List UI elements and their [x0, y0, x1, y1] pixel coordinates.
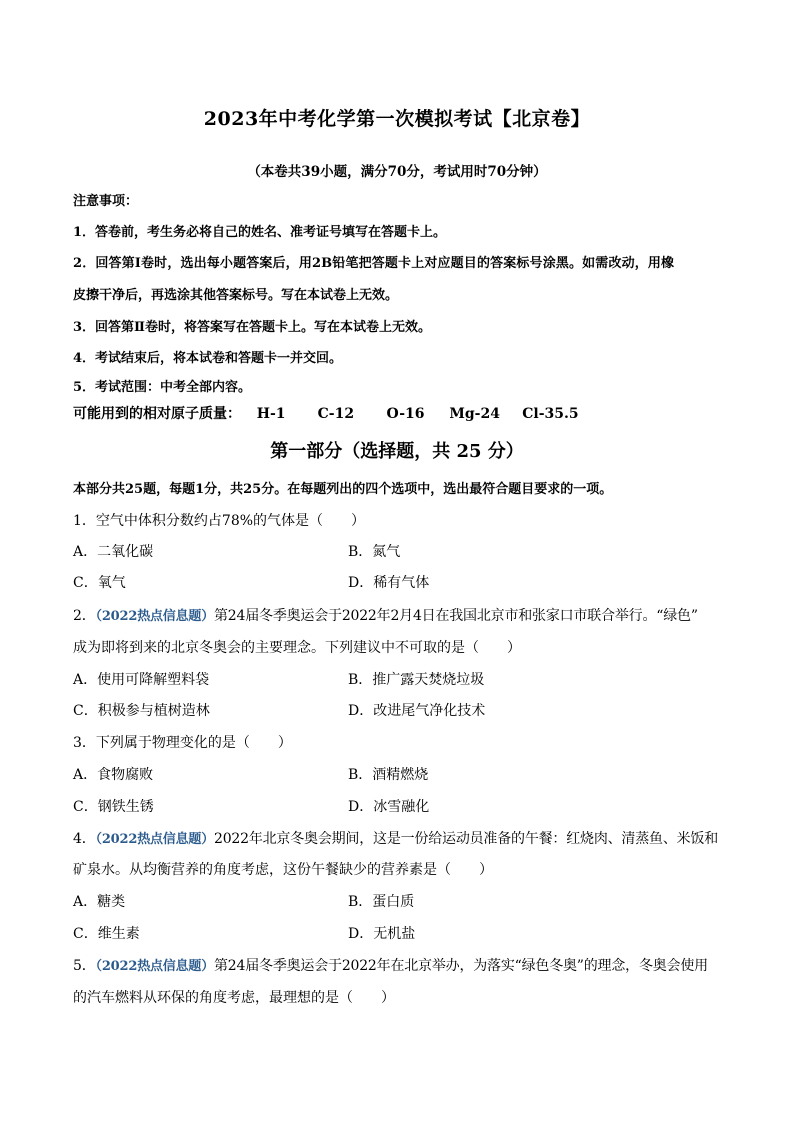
question-3-option-a: A．食物腐败 — [73, 767, 154, 783]
notice-item-2: 2．回答第Ⅰ卷时，选出每小题答案后，用2B铅笔把答题卡上对应题目的答案标号涂黑。如需改动，用橡 — [73, 256, 675, 271]
question-2-option-a: A．使用可降解塑料袋 — [73, 672, 210, 688]
question-2-stem — [73, 605, 698, 625]
question-2-stem-cont: 成为即将到来的北京冬奥会的主要理念。下列建议中不可取的是（ ） — [73, 640, 521, 656]
atomic-masses-label: 可能用到的相对原子质量： — [73, 406, 241, 422]
question-2-option-c: C．积极参与植树造林 — [73, 703, 210, 719]
section-title: 第一部分（选择题，共 25 分） — [270, 441, 524, 462]
question-3-option-d: D．冰雪融化 — [348, 799, 430, 815]
atomic-mass-o: O-16 — [386, 406, 425, 422]
notice-item-3: 3．回答第Ⅱ卷时，将答案写在答题卡上。写在本试卷上无效。 — [73, 320, 432, 335]
atomic-mass-cl: Cl-35.5 — [522, 406, 579, 422]
atomic-mass-mg: Mg-24 — [449, 406, 500, 422]
notice-item-2-cont: 皮擦干净后，再选涂其他答案标号。写在本试卷上无效。 — [73, 288, 399, 303]
question-3-option-c: C．钢铁生锈 — [73, 799, 154, 815]
question-4-option-d: D．无机盐 — [348, 926, 416, 942]
notice-item-4: 4．考试结束后，将本试卷和答题卡一并交回。 — [73, 351, 343, 366]
notice-item-1: 1．答卷前，考生务必将自己的姓名、准考证号填写在答题卡上。 — [73, 225, 447, 240]
atomic-masses-line — [73, 403, 579, 423]
question-1-option-d: D．稀有气体 — [348, 575, 430, 591]
page-title: 2023年中考化学第一次模拟考试【北京卷】 — [203, 108, 591, 130]
question-4-tag: （2022热点信息题） — [95, 832, 214, 847]
question-1-stem: 1．空气中体积分数约占78%的气体是（ ） — [73, 513, 366, 529]
question-2-option-b: B．推广露天焚烧垃圾 — [348, 672, 485, 688]
page-subtitle: （本卷共39小题，满分70分，考试用时70分钟） — [247, 164, 547, 180]
question-1-option-b: B．氮气 — [348, 544, 401, 560]
question-2-text: 第24届冬季奥运会于2022年2月4日在我国北京市和张家口市联合举行。“绿色” — [214, 608, 698, 624]
atomic-mass-h: H-1 — [256, 406, 286, 422]
question-3-option-b: B．酒精燃烧 — [348, 767, 429, 783]
question-4-number: 4． — [73, 831, 96, 847]
question-4-stem — [73, 828, 718, 848]
notice-item-5: 5．考试范围：中考全部内容。 — [73, 380, 252, 395]
notice-heading: 注意事项： — [73, 194, 139, 209]
question-4-option-b: B．蛋白质 — [348, 894, 415, 910]
question-2-option-d: D．改进尾气净化技术 — [348, 703, 486, 719]
question-5-stem — [73, 955, 708, 975]
question-4-text: 2022年北京冬奥会期间，这是一份给运动员准备的午餐：红烧肉、清蒸鱼、米饭和 — [214, 831, 719, 847]
question-4-option-a: A．糖类 — [73, 894, 126, 910]
question-5-stem-cont: 的汽车燃料从环保的角度考虑，最理想的是（ ） — [73, 990, 395, 1006]
question-5-number: 5． — [73, 958, 96, 974]
question-2-tag: （2022热点信息题） — [95, 609, 214, 624]
question-5-text: 第24届冬季奥运会于2022年在北京举办，为落实“绿色冬奥”的理念，冬奥会使用 — [214, 958, 708, 974]
question-3-stem: 3．下列属于物理变化的是（ ） — [73, 735, 292, 751]
question-4-option-c: C．维生素 — [73, 926, 140, 942]
question-1-option-c: C．氧气 — [73, 575, 126, 591]
question-2-number: 2． — [73, 608, 96, 624]
section-instruction: 本部分共25题，每题1分，共25分。在每题列出的四个选项中，选出最符合题目要求的一项。 — [73, 482, 613, 497]
question-1-option-a: A．二氧化碳 — [73, 544, 154, 560]
question-5-tag: （2022热点信息题） — [95, 959, 214, 974]
question-4-stem-cont: 矿泉水。从均衡营养的角度考虑，这份午餐缺少的营养素是（ ） — [73, 862, 493, 878]
atomic-mass-c: C-12 — [317, 406, 355, 422]
